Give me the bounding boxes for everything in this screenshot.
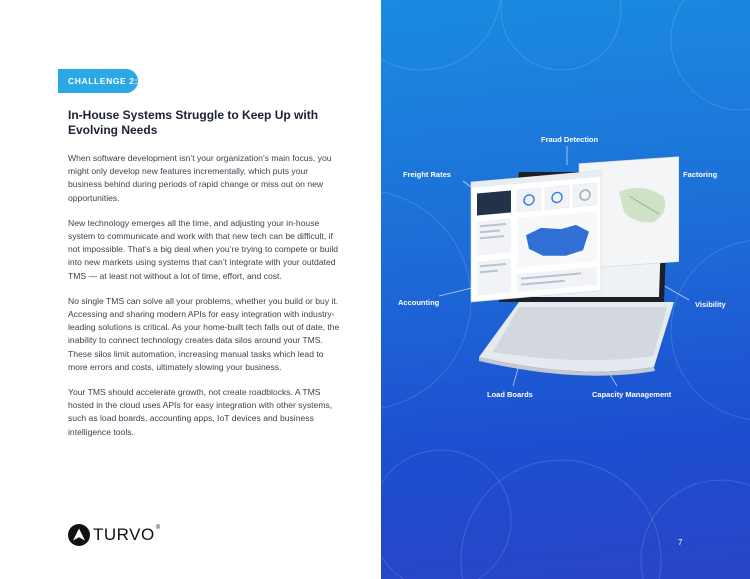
- callout-load-boards: Load Boards: [487, 390, 533, 399]
- page-number: 7: [678, 538, 683, 547]
- callout-factoring: Factoring: [683, 170, 718, 179]
- paragraph-1: When software development isn’t your organization’s main focus, you might only develop new features incrementally, which puts your business behind during periods of rapid change or miss out on new opportunities.: [68, 153, 332, 203]
- callout-fraud-detection: Fraud Detection: [541, 135, 599, 144]
- turvo-logo: [68, 524, 161, 546]
- turvo-logo-icon: [68, 524, 90, 546]
- paragraph-4: Your TMS should accelerate growth, not create roadblocks. A TMS hosted in the cloud uses APIs for easy integration with other systems, such as load boards, accounting apps, IoT devices and business intelligence tools.: [68, 387, 333, 437]
- body-text: [68, 152, 340, 451]
- callout-freight-rates: Freight Rates: [403, 170, 451, 179]
- laptop-illustration: [459, 152, 679, 382]
- logo-wordmark: TURVO®: [93, 525, 161, 544]
- paragraph-3: No single TMS can solve all your problems, whether you build or buy it. Accessing and sharing modern APIs for easy integration with industry-leading solutions is critical. As your home-built tech falls out of date, the inability to connect technology creates data silos around your TMS. These silos limit automation, increasing manual tasks which lead to more errors and costs, ultimately slowing your business.: [68, 295, 340, 372]
- paragraph-2: New technology emerges all the time, and adjusting your in-house system to communicate and work with that new tech can be difficult, if not impossible. That’s a big deal when you’re trying to compete or build into new markets using systems that can’t integrate with your outdated TMS — at least not without a lot of time, effort, and cost.: [68, 217, 339, 281]
- callout-capacity-management: Capacity Management: [592, 390, 672, 399]
- page-headline: In-House Systems Struggle to Keep Up with Evolving Needs: [68, 108, 319, 137]
- callout-accounting: Accounting: [398, 298, 440, 307]
- callout-visibility: Visibility: [695, 300, 726, 309]
- illustration-panel: [381, 0, 750, 579]
- challenge-badge: CHALLENGE 2:: [58, 69, 138, 93]
